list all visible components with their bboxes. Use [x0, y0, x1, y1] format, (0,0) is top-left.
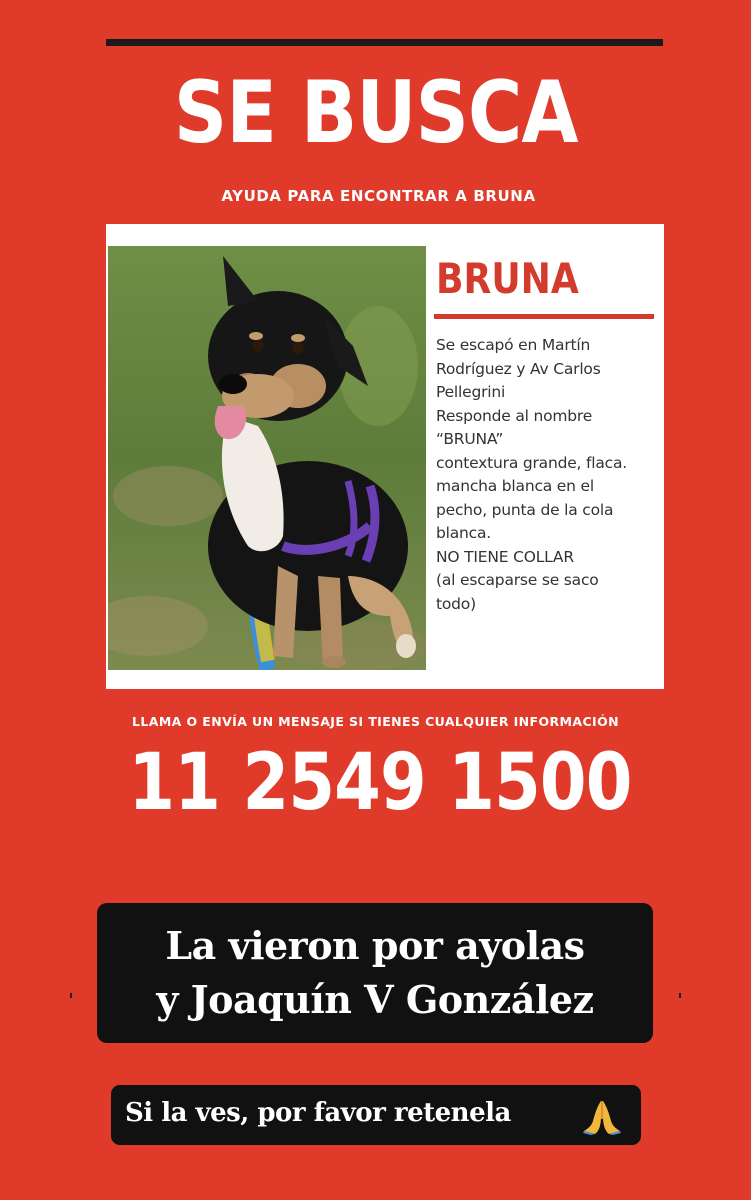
dog-photo	[108, 246, 426, 670]
description-line: mancha blanca en el	[436, 477, 594, 495]
dog-name: BRUNA	[436, 254, 579, 303]
description-line: Responde al nombre	[436, 406, 593, 425]
description-line: “BRUNA”	[436, 430, 504, 448]
description-line: NO TIENE COLLAR	[436, 547, 574, 566]
sighting-label	[97, 903, 653, 1043]
description	[436, 334, 668, 616]
plea-label	[111, 1085, 641, 1145]
folded-hands-icon	[581, 1097, 623, 1135]
description-line: pecho, punta de la cola	[436, 500, 614, 519]
description-line: blanca.	[436, 524, 492, 542]
description-line: todo)	[436, 594, 476, 613]
sighting-line: y Joaquín V González	[156, 977, 594, 1022]
plea-text: Si la ves, por favor retenela	[125, 1098, 511, 1128]
headline: SE BUSCA	[173, 63, 578, 163]
description-line: Pellegrini	[436, 383, 506, 401]
stray-mark	[70, 993, 72, 998]
contact-prompt: LLAMA O ENVÍA UN MENSAJE SI TIENES CUALQUIER INFORMACIÓN	[132, 714, 619, 729]
stray-mark	[679, 993, 681, 998]
description-line: (al escaparse se saco	[436, 571, 599, 589]
name-underline	[434, 314, 654, 319]
sighting-line: La vieron por ayolas	[165, 923, 585, 968]
subtitle: AYUDA PARA ENCONTRAR A BRUNA	[221, 187, 536, 205]
phone-number[interactable]: 11 2549 1500	[128, 738, 632, 828]
info-card	[106, 224, 664, 689]
description-line: Se escapó en Martín	[436, 336, 591, 354]
top-divider	[106, 39, 663, 46]
description-line: contextura grande, flaca.	[436, 453, 628, 472]
description-line: Rodríguez y Av Carlos	[436, 359, 601, 378]
